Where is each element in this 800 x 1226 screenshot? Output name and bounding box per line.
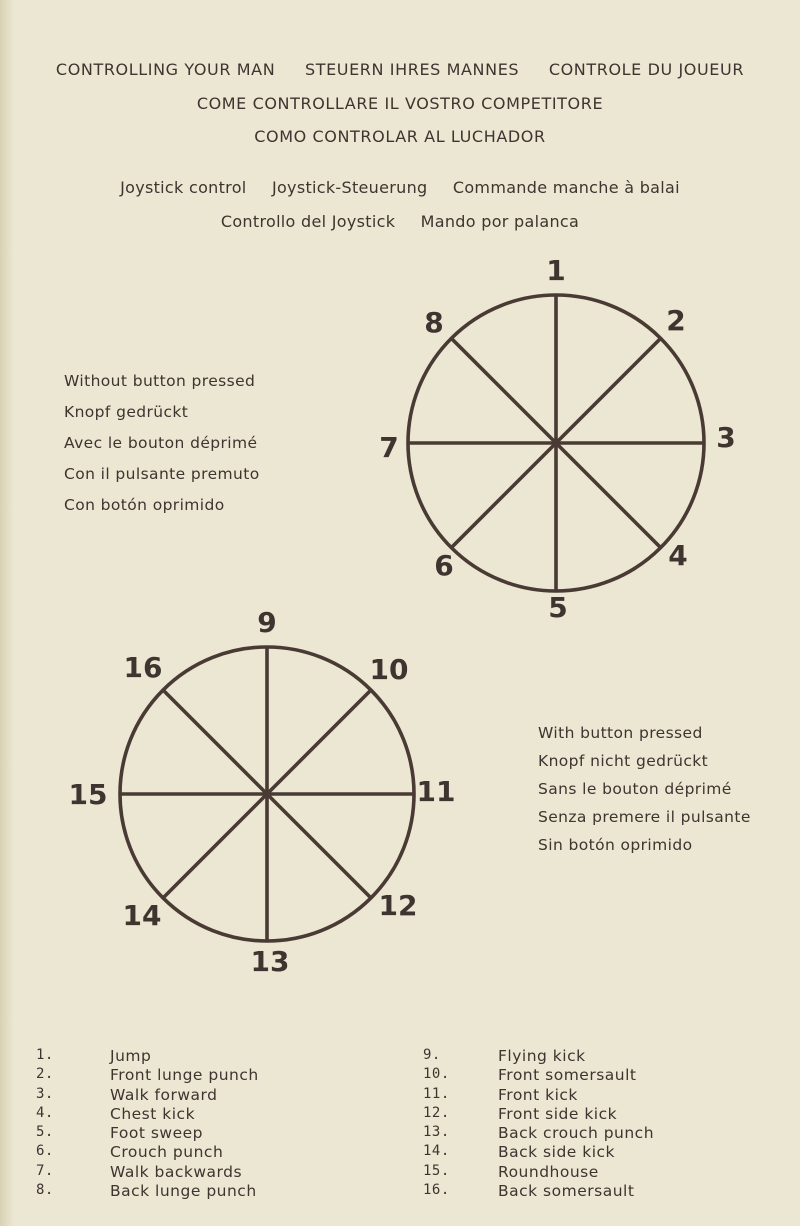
move-number: 11.: [423, 1085, 450, 1102]
list-item: [36, 1182, 396, 1201]
title-italian: COME CONTROLLARE IL VOSTRO COMPETITORE: [196, 94, 604, 113]
direction-label-right: 11: [416, 775, 456, 808]
subtitle-german: Joystick-Steuerung: [271, 178, 428, 197]
move-number: 2.: [36, 1066, 54, 1083]
move-name: Jump: [110, 1047, 152, 1065]
move-number: 15.: [423, 1162, 450, 1179]
move-name: Front lunge punch: [110, 1066, 259, 1085]
title-french: CONTROLE DU JOUEUR: [548, 60, 745, 79]
subtitle-english: Joystick control: [120, 178, 247, 197]
subtitle-spanish: Mando por palanca: [420, 212, 580, 231]
move-number: 4.: [36, 1104, 54, 1121]
list-item: [36, 1105, 396, 1124]
without-button-italian: Con il pulsante premuto: [64, 465, 260, 483]
direction-label-right: 3: [716, 421, 736, 454]
with-button-italian: Senza premere il pulsante: [538, 808, 751, 826]
move-number: 7.: [36, 1162, 54, 1179]
move-number: 14.: [423, 1143, 450, 1160]
move-number: 5.: [36, 1124, 54, 1141]
move-name: Back crouch punch: [498, 1124, 655, 1143]
with-button-french: Sans le bouton déprimé: [538, 780, 732, 798]
move-number: 1.: [36, 1047, 54, 1063]
list-item: [36, 1047, 396, 1066]
move-number: 8.: [36, 1182, 54, 1199]
direction-label-down-left: 6: [434, 549, 454, 582]
list-item: [36, 1086, 396, 1105]
title-spanish: COMO CONTROLAR AL LUCHADOR: [254, 127, 546, 146]
move-name: Back somersault: [498, 1182, 635, 1201]
subtitle-french: Commande manche à balai: [452, 178, 680, 197]
direction-label-down-left: 14: [122, 899, 162, 932]
moves-list-right: [423, 1047, 783, 1201]
list-item: [36, 1124, 396, 1143]
move-name: Back lunge punch: [110, 1182, 257, 1201]
move-name: Chest kick: [110, 1104, 196, 1123]
without-button-english: Without button pressed: [64, 372, 256, 390]
move-number: 9.: [423, 1047, 441, 1063]
moves-list-left: [36, 1047, 396, 1201]
with-button-list: [538, 724, 751, 864]
list-item: [423, 1066, 783, 1085]
direction-label-down: 13: [250, 945, 290, 978]
move-name: Front kick: [498, 1085, 578, 1104]
direction-label-up: 9: [257, 606, 277, 639]
list-item: [423, 1163, 783, 1182]
move-number: 13.: [423, 1124, 450, 1141]
subtitle-italian: Controllo del Joystick: [220, 212, 396, 231]
direction-label-down-right: 4: [668, 539, 688, 572]
list-item: [423, 1047, 783, 1066]
with-button-english: With button pressed: [538, 724, 703, 742]
direction-label-left: 7: [379, 431, 399, 464]
list-item: [423, 1182, 783, 1201]
list-item: [36, 1163, 396, 1182]
direction-label-left: 15: [68, 778, 108, 811]
direction-label-up-right: 2: [666, 304, 686, 337]
without-button-french: Avec le bouton déprimé: [64, 434, 258, 452]
move-name: Back side kick: [498, 1143, 616, 1162]
move-number: 16.: [423, 1182, 450, 1199]
move-name: Foot sweep: [110, 1124, 203, 1143]
move-name: Walk backwards: [110, 1162, 243, 1181]
list-item: [36, 1066, 396, 1085]
direction-label-down: 5: [548, 591, 568, 624]
move-number: 12.: [423, 1104, 450, 1121]
title-german: STEUERN IHRES MANNES: [304, 60, 520, 79]
direction-label-up-left: 8: [424, 306, 444, 339]
move-name: Flying kick: [498, 1047, 586, 1065]
list-item: [423, 1105, 783, 1124]
direction-label-up-left: 16: [123, 651, 163, 684]
without-button-german: Knopf gedrückt: [64, 403, 189, 421]
move-number: 3.: [36, 1085, 54, 1102]
with-button-german: Knopf nicht gedrückt: [538, 752, 709, 770]
move-number: 10.: [423, 1066, 450, 1083]
move-name: Roundhouse: [498, 1162, 599, 1181]
with-button-spanish: Sin botón oprimido: [538, 836, 693, 854]
direction-label-up-right: 10: [369, 653, 409, 686]
list-item: [36, 1143, 396, 1162]
without-button-spanish: Con botón oprimido: [64, 496, 225, 514]
direction-label-up: 1: [546, 254, 566, 287]
list-item: [423, 1086, 783, 1105]
title-english: CONTROLLING YOUR MAN: [55, 60, 276, 79]
move-name: Front somersault: [498, 1066, 637, 1085]
list-item: [423, 1143, 783, 1162]
direction-label-down-right: 12: [378, 889, 418, 922]
move-number: 6.: [36, 1143, 54, 1160]
list-item: [423, 1124, 783, 1143]
move-name: Crouch punch: [110, 1143, 224, 1162]
move-name: Front side kick: [498, 1104, 618, 1123]
move-name: Walk forward: [110, 1085, 218, 1104]
